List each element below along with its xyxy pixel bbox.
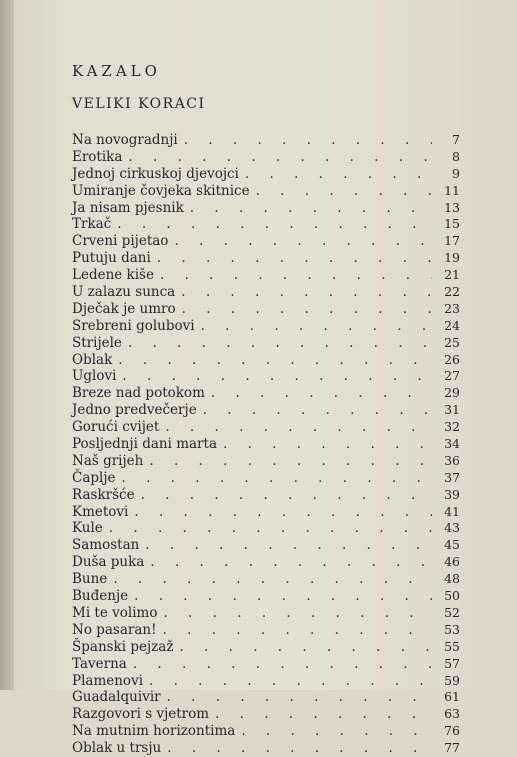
toc-entry — [72, 554, 460, 571]
toc-entry-page: 53 — [444, 621, 460, 637]
toc-dot-leader — [118, 352, 432, 369]
toc-entry-page: 24 — [444, 317, 460, 333]
toc-entry-page: 52 — [444, 604, 460, 620]
toc-entry-page: 46 — [444, 554, 460, 570]
toc-dot-leader — [211, 385, 432, 402]
toc-entry — [72, 723, 460, 740]
toc-dot-leader — [109, 520, 432, 537]
toc-entry-page: 15 — [444, 216, 460, 232]
toc-entry-title: Ja nisam pjesnik — [72, 199, 184, 216]
toc-entry-title: Posljednji dani marta — [72, 436, 217, 453]
toc-dot-leader — [203, 402, 432, 419]
toc-entry-page: 8 — [452, 148, 460, 164]
toc-entry-page: 43 — [444, 520, 460, 536]
toc-entry-title: Taverna — [72, 655, 127, 672]
toc-dot-leader — [160, 267, 432, 284]
toc-entry-page: 41 — [444, 503, 460, 519]
toc-dot-leader — [122, 368, 432, 385]
toc-entry-title: Kmetovi — [72, 503, 129, 520]
toc-entry-page: 61 — [444, 689, 460, 705]
toc-dot-leader — [141, 487, 432, 504]
toc-entry-title: Čaplje — [72, 469, 116, 486]
toc-entry-page: 13 — [444, 199, 460, 215]
toc-entry-page: 32 — [444, 419, 460, 435]
toc-entry-title: No pasaran! — [72, 621, 157, 638]
toc-dot-leader — [245, 166, 432, 183]
toc-entry-page: 57 — [444, 655, 460, 671]
toc-entry — [72, 216, 460, 233]
toc-entry — [72, 504, 460, 521]
toc-entry-title: Erotika — [72, 148, 123, 165]
toc-dot-leader — [190, 200, 432, 217]
toc-entry-title: Strijele — [72, 334, 122, 351]
toc-entry — [72, 368, 460, 385]
toc-dot-leader — [134, 504, 432, 521]
toc-entry-title: Srebreni golubovi — [72, 317, 195, 334]
toc-entry-page: 39 — [444, 486, 460, 502]
toc-dot-leader — [149, 453, 432, 470]
toc-entry — [72, 335, 460, 352]
table-of-contents — [72, 132, 460, 757]
toc-entry-title: Mi te volimo — [72, 604, 158, 621]
toc-entry-title: Razgovori s vjetrom — [72, 706, 210, 723]
toc-dot-leader — [167, 740, 432, 757]
toc-dot-leader — [163, 622, 432, 639]
toc-entry — [72, 537, 460, 554]
toc-entry — [72, 740, 460, 757]
toc-dot-leader — [113, 571, 432, 588]
toc-entry-page: 27 — [444, 368, 460, 384]
toc-dot-leader — [215, 706, 432, 723]
toc-entry — [72, 605, 460, 622]
toc-entry-title: Dječak je umro — [72, 300, 176, 317]
toc-entry — [72, 588, 460, 605]
section-title: VELIKI KORACI — [72, 96, 206, 112]
toc-entry-title: Breze nad potokom — [72, 385, 205, 402]
toc-entry — [72, 639, 460, 656]
toc-entry-title: U zalazu sunca — [72, 284, 176, 301]
toc-entry — [72, 419, 460, 436]
toc-entry-title: Raskršće — [72, 486, 135, 503]
toc-dot-leader — [145, 537, 432, 554]
toc-entry-title: Oblak u trsju — [72, 740, 162, 757]
toc-entry — [72, 132, 460, 149]
toc-dot-leader — [256, 183, 432, 200]
toc-entry — [72, 487, 460, 504]
toc-entry-page: 7 — [452, 132, 460, 147]
toc-entry — [72, 656, 460, 673]
toc-entry-title: Uglovi — [72, 368, 117, 385]
page-heading: KAZALO — [72, 62, 161, 80]
toc-entry-title: Trkač — [72, 216, 112, 233]
toc-entry — [72, 318, 460, 335]
toc-entry-title: Na mutnim horizontima — [72, 723, 236, 740]
toc-entry — [72, 622, 460, 639]
toc-entry-title: Oblak — [72, 351, 113, 368]
toc-dot-leader — [149, 673, 432, 690]
toc-entry — [72, 284, 460, 301]
toc-dot-leader — [181, 284, 432, 301]
toc-entry — [72, 352, 460, 369]
toc-dot-leader — [184, 132, 432, 149]
toc-entry-title: Plamenovi — [72, 672, 144, 689]
toc-entry-page: 77 — [444, 740, 460, 756]
toc-dot-leader — [117, 216, 432, 233]
toc-entry-page: 25 — [444, 334, 460, 350]
toc-entry — [72, 402, 460, 419]
toc-entry — [72, 233, 460, 250]
toc-entry — [72, 250, 460, 267]
toc-entry — [72, 571, 460, 588]
toc-entry-page: 37 — [444, 469, 460, 485]
toc-entry-title: Putuju dani — [72, 250, 151, 267]
toc-dot-leader — [241, 723, 432, 740]
toc-dot-leader — [128, 149, 432, 166]
toc-entry-title: Naš grijeh — [72, 452, 144, 469]
toc-entry-page: 36 — [444, 452, 460, 468]
toc-entry-page: 76 — [444, 723, 460, 739]
toc-entry-title: Jednoj cirkuskoj djevojci — [72, 165, 239, 182]
toc-entry — [72, 453, 460, 470]
toc-dot-leader — [182, 301, 432, 318]
toc-entry-title: Duša puka — [72, 554, 145, 571]
toc-entry-title: Umiranje čovjeka skitnice — [72, 182, 250, 199]
toc-entry — [72, 436, 460, 453]
toc-dot-leader — [201, 318, 432, 335]
toc-entry — [72, 673, 460, 690]
toc-dot-leader — [122, 470, 432, 487]
toc-entry-page: 19 — [444, 250, 460, 266]
toc-entry — [72, 470, 460, 487]
toc-dot-leader — [133, 656, 432, 673]
toc-dot-leader — [157, 250, 432, 267]
toc-entry-page: 55 — [444, 638, 460, 654]
toc-entry-title: Buđenje — [72, 588, 129, 605]
toc-entry-page: 23 — [444, 300, 460, 316]
toc-entry — [72, 301, 460, 318]
toc-dot-leader — [167, 689, 432, 706]
toc-dot-leader — [174, 233, 432, 250]
toc-dot-leader — [134, 588, 432, 605]
toc-entry-title: Ledene kiše — [72, 267, 154, 284]
toc-entry-title: Kule — [72, 520, 103, 537]
toc-dot-leader — [128, 335, 432, 352]
toc-entry-title: Bune — [72, 571, 108, 588]
toc-entry-page: 17 — [444, 233, 460, 249]
toc-entry-title: Na novogradnji — [72, 132, 178, 148]
toc-entry-title: Španski pejzaž — [72, 638, 174, 655]
toc-entry-page: 48 — [444, 571, 460, 587]
toc-entry-page: 26 — [444, 351, 460, 367]
toc-entry-page: 59 — [444, 672, 460, 688]
toc-entry-page: 34 — [444, 436, 460, 452]
toc-entry — [72, 149, 460, 166]
toc-dot-leader — [150, 554, 432, 571]
toc-entry-page: 22 — [444, 284, 460, 300]
toc-entry-title: Samostan — [72, 537, 140, 554]
toc-entry-page: 21 — [444, 267, 460, 283]
toc-entry — [72, 689, 460, 706]
toc-entry — [72, 166, 460, 183]
toc-dot-leader — [223, 436, 432, 453]
toc-entry-title: Gorući cvijet — [72, 419, 160, 436]
toc-entry-page: 31 — [444, 402, 460, 418]
toc-entry-page: 9 — [452, 165, 460, 181]
book-spine-shadow — [0, 0, 14, 690]
toc-entry — [72, 385, 460, 402]
toc-entry-page: 63 — [444, 706, 460, 722]
toc-entry — [72, 183, 460, 200]
toc-entry-page: 29 — [444, 385, 460, 401]
toc-entry-page: 50 — [444, 588, 460, 604]
toc-entry-page: 11 — [444, 182, 460, 198]
toc-entry-page: 45 — [444, 537, 460, 553]
toc-entry-title: Guadalquivir — [72, 689, 161, 706]
toc-entry — [72, 200, 460, 217]
toc-entry-title: Jedno predvečerje — [72, 402, 197, 419]
toc-entry — [72, 706, 460, 723]
toc-dot-leader — [163, 605, 432, 622]
toc-dot-leader — [165, 419, 432, 436]
toc-dot-leader — [179, 639, 432, 656]
toc-entry-title: Crveni pijetao — [72, 233, 169, 250]
toc-entry — [72, 267, 460, 284]
toc-entry — [72, 520, 460, 537]
